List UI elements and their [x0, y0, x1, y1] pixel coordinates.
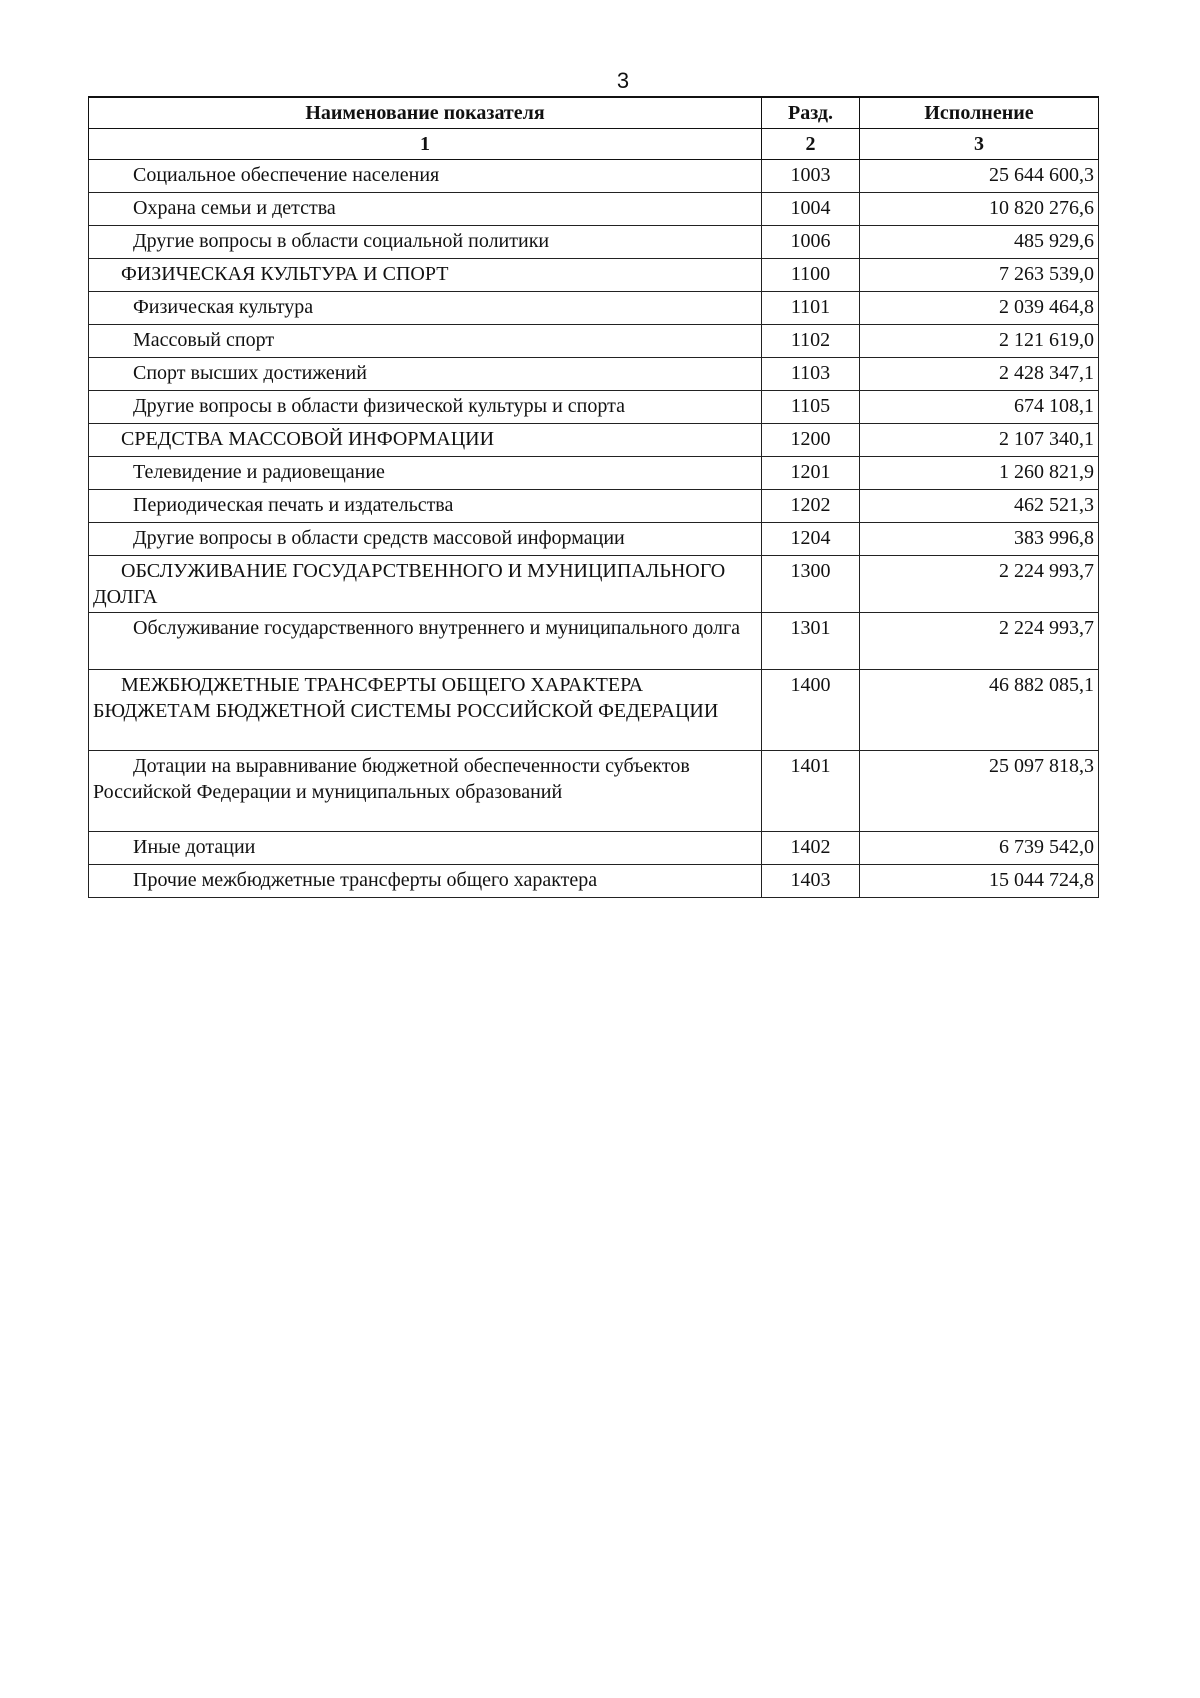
- row-amount: 383 996,8: [860, 523, 1099, 556]
- row-name: Физическая культура: [89, 292, 762, 325]
- row-amount: 10 820 276,6: [860, 193, 1099, 226]
- row-code: 1400: [762, 670, 860, 751]
- row-code: 1300: [762, 556, 860, 613]
- row-code: 1401: [762, 751, 860, 832]
- row-code: 1202: [762, 490, 860, 523]
- row-code: 1101: [762, 292, 860, 325]
- table-row: [89, 751, 1099, 832]
- table-row: [89, 424, 1099, 457]
- row-name: ФИЗИЧЕСКАЯ КУЛЬТУРА И СПОРТ: [89, 259, 762, 292]
- row-amount: 2 428 347,1: [860, 358, 1099, 391]
- row-amount: 7 263 539,0: [860, 259, 1099, 292]
- header-row: [89, 97, 1099, 129]
- table-row: [89, 523, 1099, 556]
- header-name: Наименование показателя: [89, 97, 762, 129]
- row-amount: 15 044 724,8: [860, 865, 1099, 898]
- table-row: [89, 160, 1099, 193]
- table-row: [89, 391, 1099, 424]
- table-row: [89, 832, 1099, 865]
- row-amount: 674 108,1: [860, 391, 1099, 424]
- row-name: Дотации на выравнивание бюджетной обеспеченности субъектов Российской Федерации и муниципальных образований: [89, 751, 762, 832]
- row-amount: 2 224 993,7: [860, 556, 1099, 613]
- row-code: 1102: [762, 325, 860, 358]
- row-name: Другие вопросы в области физической культуры и спорта: [89, 391, 762, 424]
- row-name: Массовый спорт: [89, 325, 762, 358]
- row-name: Спорт высших достижений: [89, 358, 762, 391]
- row-amount: 25 097 818,3: [860, 751, 1099, 832]
- row-code: 1006: [762, 226, 860, 259]
- table-row: [89, 556, 1099, 613]
- table-row: [89, 325, 1099, 358]
- row-name: ОБСЛУЖИВАНИЕ ГОСУДАРСТВЕННОГО И МУНИЦИПАЛЬНОГО ДОЛГА: [89, 556, 762, 613]
- table-row: [89, 490, 1099, 523]
- row-amount: 1 260 821,9: [860, 457, 1099, 490]
- row-name: Другие вопросы в области социальной политики: [89, 226, 762, 259]
- row-code: 1003: [762, 160, 860, 193]
- row-name: СРЕДСТВА МАССОВОЙ ИНФОРМАЦИИ: [89, 424, 762, 457]
- row-code: 1402: [762, 832, 860, 865]
- row-amount: 2 121 619,0: [860, 325, 1099, 358]
- row-name: Иные дотации: [89, 832, 762, 865]
- table-row: [89, 226, 1099, 259]
- column-number-3: 3: [860, 129, 1099, 160]
- row-amount: 2 039 464,8: [860, 292, 1099, 325]
- row-code: 1301: [762, 613, 860, 670]
- row-name: Периодическая печать и издательства: [89, 490, 762, 523]
- header-execution: Исполнение: [860, 97, 1099, 129]
- table-row: [89, 292, 1099, 325]
- row-amount: 46 882 085,1: [860, 670, 1099, 751]
- row-name: Обслуживание государственного внутреннего и муниципального долга: [89, 613, 762, 670]
- row-amount: 6 739 542,0: [860, 832, 1099, 865]
- table-row: [89, 457, 1099, 490]
- row-code: 1103: [762, 358, 860, 391]
- header-section: Разд.: [762, 97, 860, 129]
- page-number: 3: [616, 68, 630, 93]
- row-name: Прочие межбюджетные трансферты общего характера: [89, 865, 762, 898]
- row-amount: 485 929,6: [860, 226, 1099, 259]
- row-amount: 2 107 340,1: [860, 424, 1099, 457]
- column-number-2: 2: [762, 129, 860, 160]
- table-row: [89, 193, 1099, 226]
- row-code: 1403: [762, 865, 860, 898]
- row-code: 1200: [762, 424, 860, 457]
- row-code: 1201: [762, 457, 860, 490]
- row-code: 1204: [762, 523, 860, 556]
- column-number-1: 1: [89, 129, 762, 160]
- table-row: [89, 613, 1099, 670]
- table-row: [89, 865, 1099, 898]
- row-amount: 2 224 993,7: [860, 613, 1099, 670]
- budget-execution-table: [88, 96, 1099, 898]
- row-name: МЕЖБЮДЖЕТНЫЕ ТРАНСФЕРТЫ ОБЩЕГО ХАРАКТЕРА БЮДЖЕТАМ БЮДЖЕТНОЙ СИСТЕМЫ РОССИЙСКОЙ ФЕДЕРАЦИИ: [89, 670, 762, 751]
- row-name: Охрана семьи и детства: [89, 193, 762, 226]
- table-row: [89, 358, 1099, 391]
- row-name: Социальное обеспечение населения: [89, 160, 762, 193]
- row-name: Другие вопросы в области средств массовой информации: [89, 523, 762, 556]
- table-row: [89, 670, 1099, 751]
- table-row: [89, 259, 1099, 292]
- row-name: Телевидение и радиовещание: [89, 457, 762, 490]
- column-number-row: [89, 129, 1099, 160]
- row-amount: 462 521,3: [860, 490, 1099, 523]
- row-amount: 25 644 600,3: [860, 160, 1099, 193]
- row-code: 1100: [762, 259, 860, 292]
- row-code: 1004: [762, 193, 860, 226]
- row-code: 1105: [762, 391, 860, 424]
